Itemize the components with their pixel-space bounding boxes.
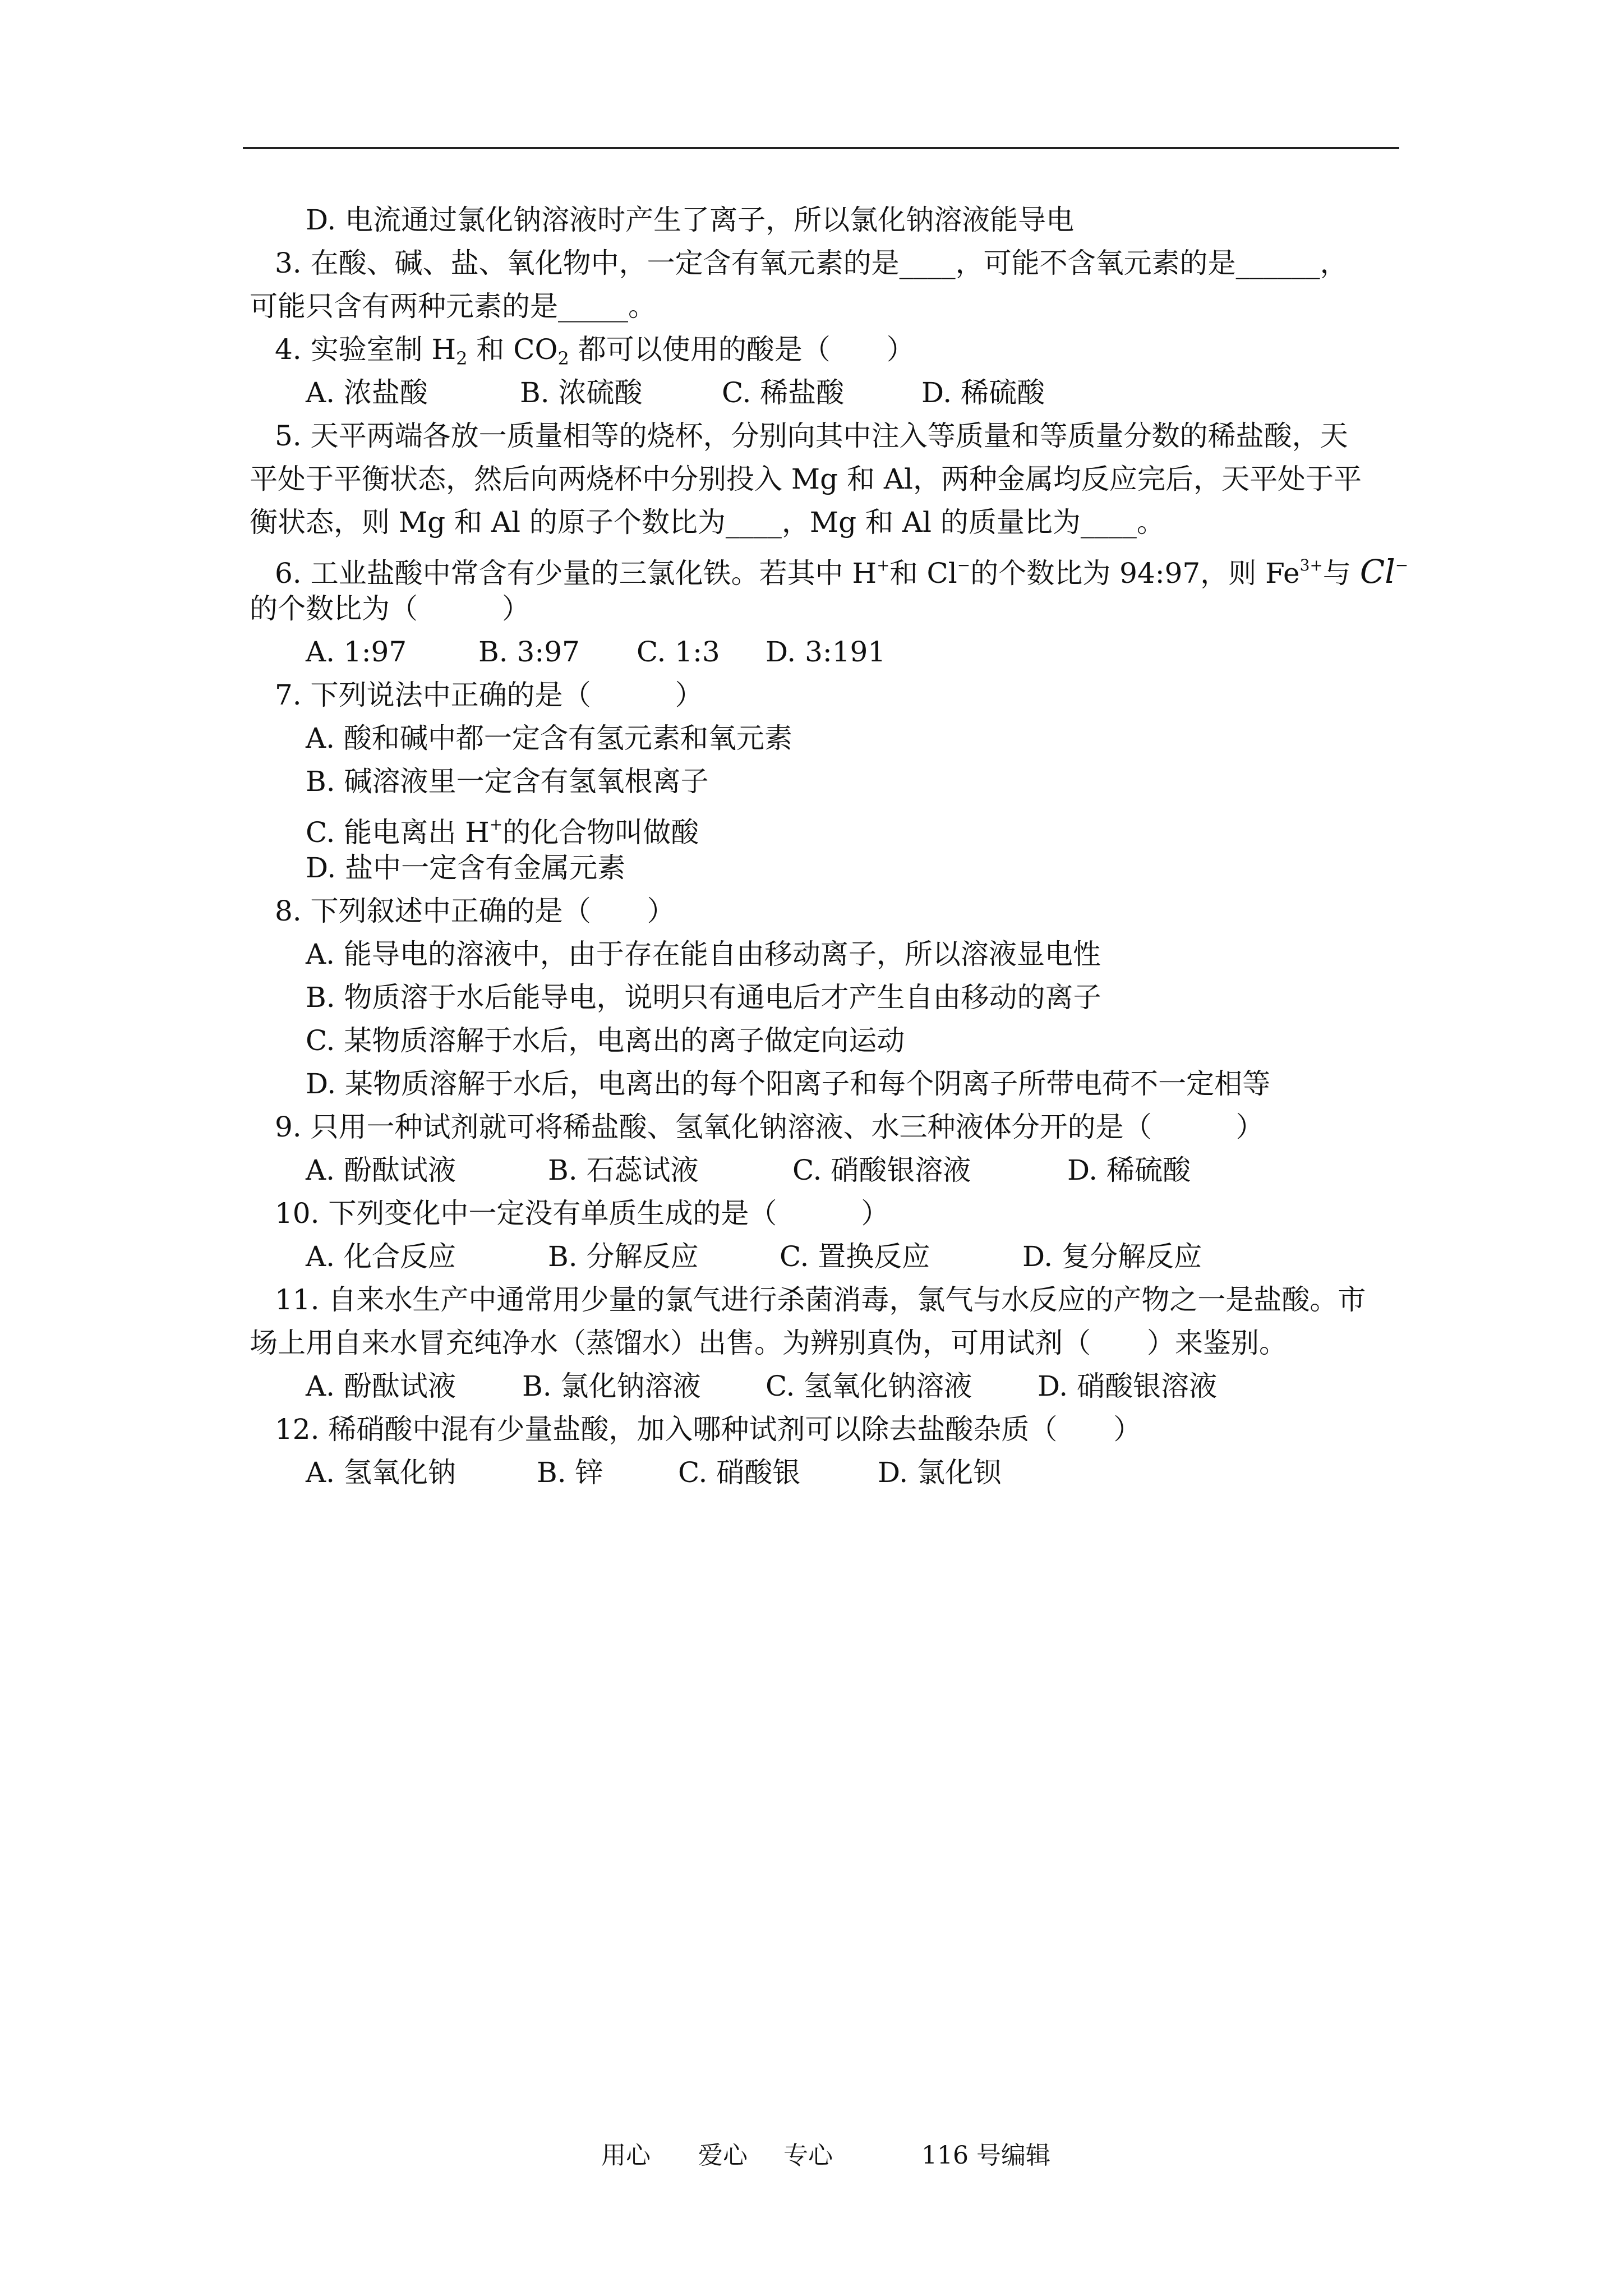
q10-option-d: D. 复分解反应 xyxy=(1022,1240,1202,1273)
q6-line-2: 的个数比为（ ） xyxy=(250,592,530,625)
q7-stem: 7. 下列说法中正确的是（ ） xyxy=(275,679,703,711)
q5-line-1: 5. 天平两端各放一质量相等的烧杯，分别向其中注入等质量和等质量分数的稀盐酸，天 xyxy=(275,420,1348,452)
q6-option-b: B. 3:97 xyxy=(478,636,580,668)
q3-line-1: 3. 在酸、碱、盐、氧化物中，一定含有氧元素的是____，可能不含氧元素的是______， xyxy=(275,247,1348,279)
q12-option-a: A. 氢氧化钠 xyxy=(306,1456,456,1489)
q5-line-3: 衡状态，则 Mg 和 Al 的原子个数比为____，Mg 和 Al 的质量比为____。 xyxy=(250,506,1165,539)
q11-option-d: D. 硝酸银溶液 xyxy=(1038,1370,1218,1402)
q8-option-d: D. 某物质溶解于水后，电离出的每个阳离子和每个阴离子所带电荷不一定相等 xyxy=(306,1068,1271,1100)
q9-stem: 9. 只用一种试剂就可将稀盐酸、氢氧化钠溶液、水三种液体分开的是（ ） xyxy=(275,1111,1264,1143)
q6-option-c: C. 1:3 xyxy=(637,636,720,668)
q7-option-b: B. 碱溶液里一定含有氢氧根离子 xyxy=(306,765,709,798)
q4-option-c: C. 稀盐酸 xyxy=(722,376,845,409)
q12-option-b: B. 锌 xyxy=(537,1456,603,1489)
q12-option-c: C. 硝酸银 xyxy=(678,1456,801,1489)
footer-text-1: 用心 xyxy=(601,2141,651,2170)
q11-option-a: A. 酚酞试液 xyxy=(306,1370,456,1402)
footer-text-2: 爱心 xyxy=(698,2141,748,2170)
q12-stem: 12. 稀硝酸中混有少量盐酸，加入哪种试剂可以除去盐酸杂质（ ） xyxy=(275,1413,1142,1446)
q5-line-2: 平处于平衡状态，然后向两烧杯中分别投入 Mg 和 Al，两种金属均反应完后，天平处于平 xyxy=(250,463,1362,495)
q4-option-d: D. 稀硫酸 xyxy=(921,376,1045,409)
footer-text-3: 专心 xyxy=(783,2141,833,2170)
footer-editor: 116 号编辑 xyxy=(921,2141,1050,2170)
q10-option-b: B. 分解反应 xyxy=(548,1240,699,1273)
q11-option-b: B. 氯化钠溶液 xyxy=(522,1370,701,1402)
q6-option-a: A. 1:97 xyxy=(306,636,407,668)
q10-option-c: C. 置换反应 xyxy=(780,1240,930,1273)
q7-option-d: D. 盐中一定含有金属元素 xyxy=(306,852,626,884)
q8-stem: 8. 下列叙述中正确的是（ ） xyxy=(275,895,675,927)
q10-stem: 10. 下列变化中一定没有单质生成的是（ ） xyxy=(275,1197,889,1230)
q8-option-b: B. 物质溶于水后能导电，说明只有通电后才产生自由移动的离子 xyxy=(306,981,1101,1014)
q9-option-b: B. 石蕊试液 xyxy=(548,1154,699,1186)
q4-stem: 4. 实验室制 $H_2$ 和 $CO_2$ 都可以使用的酸是（ ） xyxy=(275,333,915,369)
q11-line-1: 11. 自来水生产中通常用少量的氯气进行杀菌消毒，氯气与水反应的产物之一是盐酸。市 xyxy=(275,1283,1366,1316)
q3-line-2: 可能只含有两种元素的是_____。 xyxy=(250,290,656,323)
q7-option-a: A. 酸和碱中都一定含有氢元素和氧元素 xyxy=(306,722,792,754)
q8-option-a: A. 能导电的溶液中，由于存在能自由移动离子，所以溶液显电性 xyxy=(306,938,1101,970)
q12-option-d: D. 氯化钡 xyxy=(878,1456,1002,1489)
q6-option-d: D. 3:191 xyxy=(766,636,886,668)
q4-option-a: A. 浓盐酸 xyxy=(306,376,428,409)
q10-option-a: A. 化合反应 xyxy=(306,1240,456,1273)
q9-option-c: C. 硝酸银溶液 xyxy=(792,1154,971,1186)
q2-option-d: D. 电流通过氯化钠溶液时产生了离子，所以氯化钠溶液能导电 xyxy=(306,204,1075,236)
q8-option-c: C. 某物质溶解于水后，电离出的离子做定向运动 xyxy=(306,1024,905,1057)
q11-option-c: C. 氢氧化钠溶液 xyxy=(766,1370,972,1402)
header-rule xyxy=(243,147,1399,149)
q11-line-2: 场上用自来水冒充纯净水（蒸馏水）出售。为辨别真伪，可用试剂（ ）来鉴别。 xyxy=(250,1327,1287,1359)
q7-option-c: C. 能电离出 H+的化合物叫做酸 xyxy=(306,815,699,849)
q9-option-a: A. 酚酞试液 xyxy=(306,1154,456,1186)
q6-stem: 6. 工业盐酸中常含有少量的三氯化铁。若其中 H+和 Cl−的个数比为 94:97，则 $Fe^{3+}$与 Cl− xyxy=(275,553,1409,591)
q9-option-d: D. 稀硫酸 xyxy=(1067,1154,1191,1186)
q4-option-b: B. 浓硫酸 xyxy=(520,376,643,409)
